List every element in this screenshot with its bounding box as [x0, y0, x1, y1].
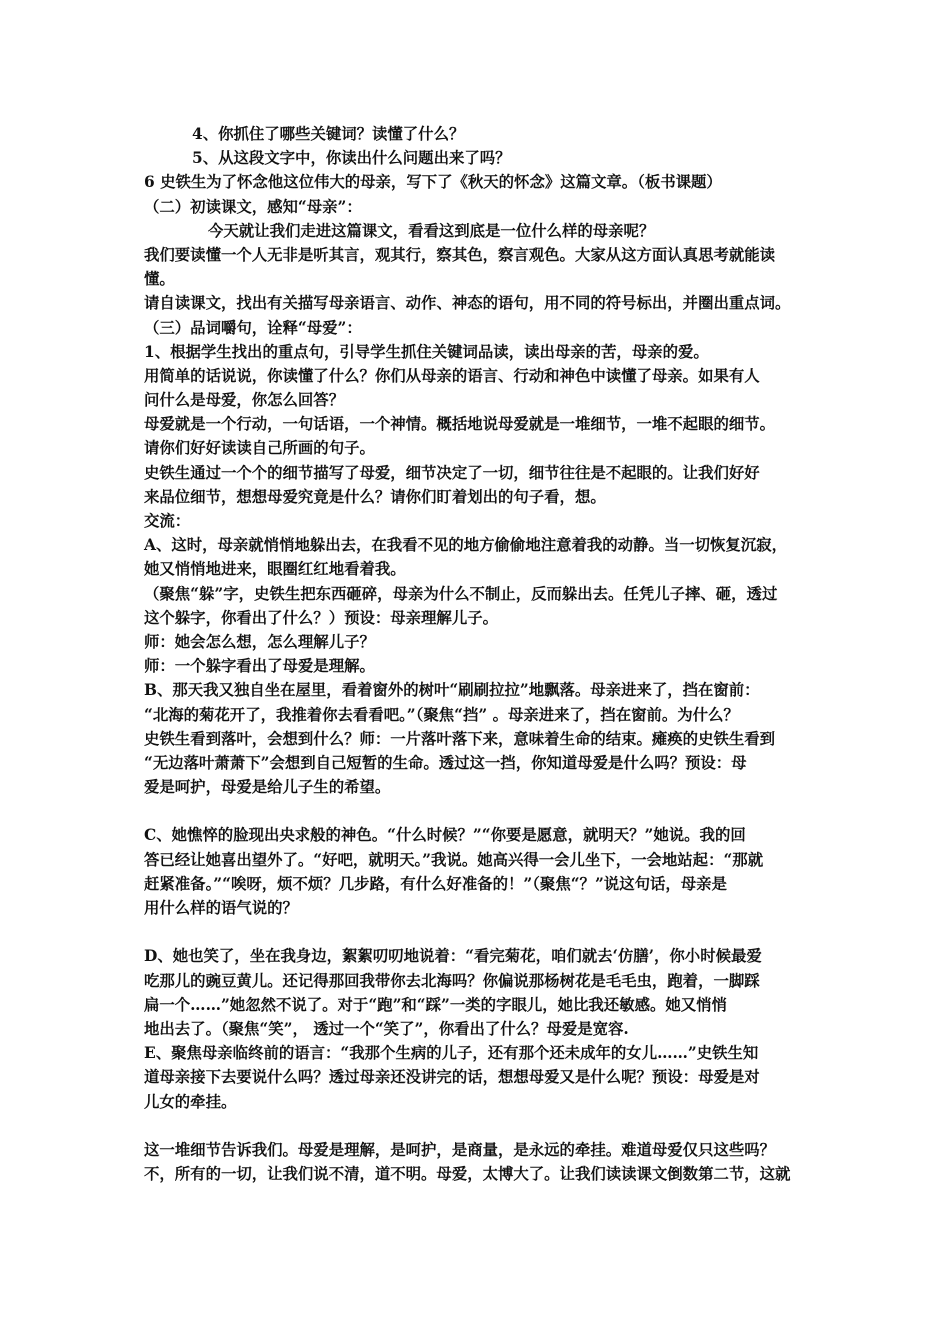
item-d-line: 吃那儿的豌豆黄儿。还记得那回我带你去北海吗？你偏说那杨树花是毛毛虫，跑着，一脚踩: [144, 971, 760, 990]
step-6-title-intro: 6 史铁生为了怀念他这位伟大的母亲，写下了《秋天的怀念》这篇文章。（板书课题）: [144, 173, 722, 192]
question-5: 5、从这段文字中，你读出什么问题出来了吗？: [192, 149, 511, 168]
blank-line: [144, 799, 810, 823]
item-b-line: B、那天我又独自坐在屋里，看着窗外的树叶“刷刷拉拉”地飘落。母亲进来了，挡在窗前：: [144, 681, 760, 700]
paragraph-line: （聚焦“躲”字，史铁生把东西砸碎，母亲为什么不制止，反而躲出去。任凭儿子摔、砸，透过: [144, 584, 778, 603]
item-a-line: 她又悄悄地进来，眼圈红红地看着我。: [144, 560, 406, 579]
item-d-line: 扁一个……”她忽然不说了。对于“跑”和“踩”一类的字眼儿，她比我还敏感。她又悄悄: [144, 995, 727, 1014]
paragraph-line: 来品位细节，想想母爱究竟是什么？请你们盯着划出的句子看，想。: [144, 487, 606, 506]
paragraph-line: 师：她会怎么想，怎么理解儿子？: [144, 632, 375, 651]
section-3-heading: （三）品词嚼句，诠释“母爱”：: [144, 318, 362, 337]
item-c-line: C、她憔悴的脸现出央求般的神色。“什么时候？”“你要是愿意，就明天？”她说。我的回: [144, 826, 746, 845]
item-b-line: 史铁生看到落叶，会想到什么？师：一片落叶落下来，意味着生命的结束。瘫痪的史铁生看到: [144, 729, 776, 748]
item-b-line: “北海的菊花开了，我推着你去看看吧。”（聚焦“挡” 。母亲进来了，挡在窗前。为什么？: [144, 705, 739, 724]
item-d-line: D、她也笑了，坐在我身边，絮絮叨叨地说着：“看完菊花，咱们就去‘仿膳’，你小时候最爱: [144, 947, 762, 966]
blank-line: [144, 1114, 810, 1138]
item-c-line: 用什么样的语气说的？: [144, 899, 298, 917]
item-c-line: 答已经让她喜出望外了。“好吧，就明天。”我说。她高兴得一会儿坐下，一会地站起：“那就: [144, 850, 764, 869]
paragraph-line: 问什么是母爱，你怎么回答？: [144, 391, 345, 410]
document-body: [144, 122, 810, 1186]
item-e-line: E、聚焦母亲临终前的语言：“我那个生病的儿子，还有那个还未成年的女儿……”史铁生知: [144, 1044, 759, 1063]
section-2-heading: （二）初读课文，感知“母亲”：: [144, 197, 362, 216]
paragraph-line: 懂。: [144, 270, 175, 289]
paragraph-line: 这个躲字，你看出了什么？）预设：母亲理解儿子。: [144, 608, 498, 627]
paragraph-line: 请自读课文，找出有关描写母亲语言、动作、神态的语句，用不同的符号标出，并圈出重点词。: [144, 294, 791, 313]
item-b-line: 爱是呵护，母爱是给儿子生的希望。: [144, 778, 391, 797]
paragraph-line: 请你们好好读读自己所画的句子。: [144, 439, 375, 458]
item-b-line: “无边落叶萧萧下”会想到自己短暂的生命。透过这一挡，你知道母爱是什么吗？预设：母: [144, 753, 747, 772]
paragraph-line: 用简单的话说说，你读懂了什么？你们从母亲的语言、行动和神色中读懂了母亲。如果有人: [144, 366, 760, 385]
paragraph-line: 今天就让我们走进这篇课文，看看这到底是一位什么样的母亲呢？: [208, 221, 655, 240]
paragraph-line: 师：一个躲字看出了母爱是理解。: [144, 657, 375, 676]
item-e-line: 儿女的牵挂。: [144, 1092, 237, 1111]
paragraph-line: 1、根据学生找出的重点句，引导学生抓住关键词品读，读出母亲的苦，母亲的爱。: [144, 342, 709, 361]
item-c-line: 赶紧准备。”“唉呀，烦不烦？几步路，有什么好准备的！”（聚焦“？”说这句话，母亲是: [144, 874, 727, 893]
item-d-line: 地出去了。（聚焦“笑”， 透过一个“笑了”，你看出了什么？母爱是宽容.: [144, 1019, 629, 1038]
summary-line: 这一堆细节告诉我们。母爱是理解，是呵护，是商量，是永远的牵挂。难道母爱仅只这些吗？: [144, 1140, 776, 1159]
paragraph-line: 史铁生通过一个个的细节描写了母爱，细节决定了一切，细节往往是不起眼的。让我们好好: [144, 463, 760, 482]
paragraph-line: 我们要读懂一个人无非是听其言，观其行，察其色，察言观色。大家从这方面认真思考就能读: [144, 245, 776, 264]
blank-line: [144, 920, 810, 944]
summary-line: 不，所有的一切，让我们说不清，道不明。母爱，太博大了。让我们读读课文倒数第二节，这就: [144, 1165, 791, 1184]
item-a-line: A、这时，母亲就悄悄地躲出去，在我看不见的地方偷偷地注意着我的动静。当一切恢复沉寂，: [144, 536, 787, 555]
paragraph-line: 母爱就是一个行动，一句话语，一个神情。概括地说母爱就是一堆细节，一堆不起眼的细节。: [144, 415, 776, 434]
question-4: 4、你抓住了哪些关键词？读懂了什么？: [192, 125, 465, 143]
paragraph-line: 交流：: [144, 512, 191, 530]
item-e-line: 道母亲接下去要说什么吗？透过母亲还没讲完的话，想想母爱又是什么呢？预设：母爱是对: [144, 1068, 760, 1087]
